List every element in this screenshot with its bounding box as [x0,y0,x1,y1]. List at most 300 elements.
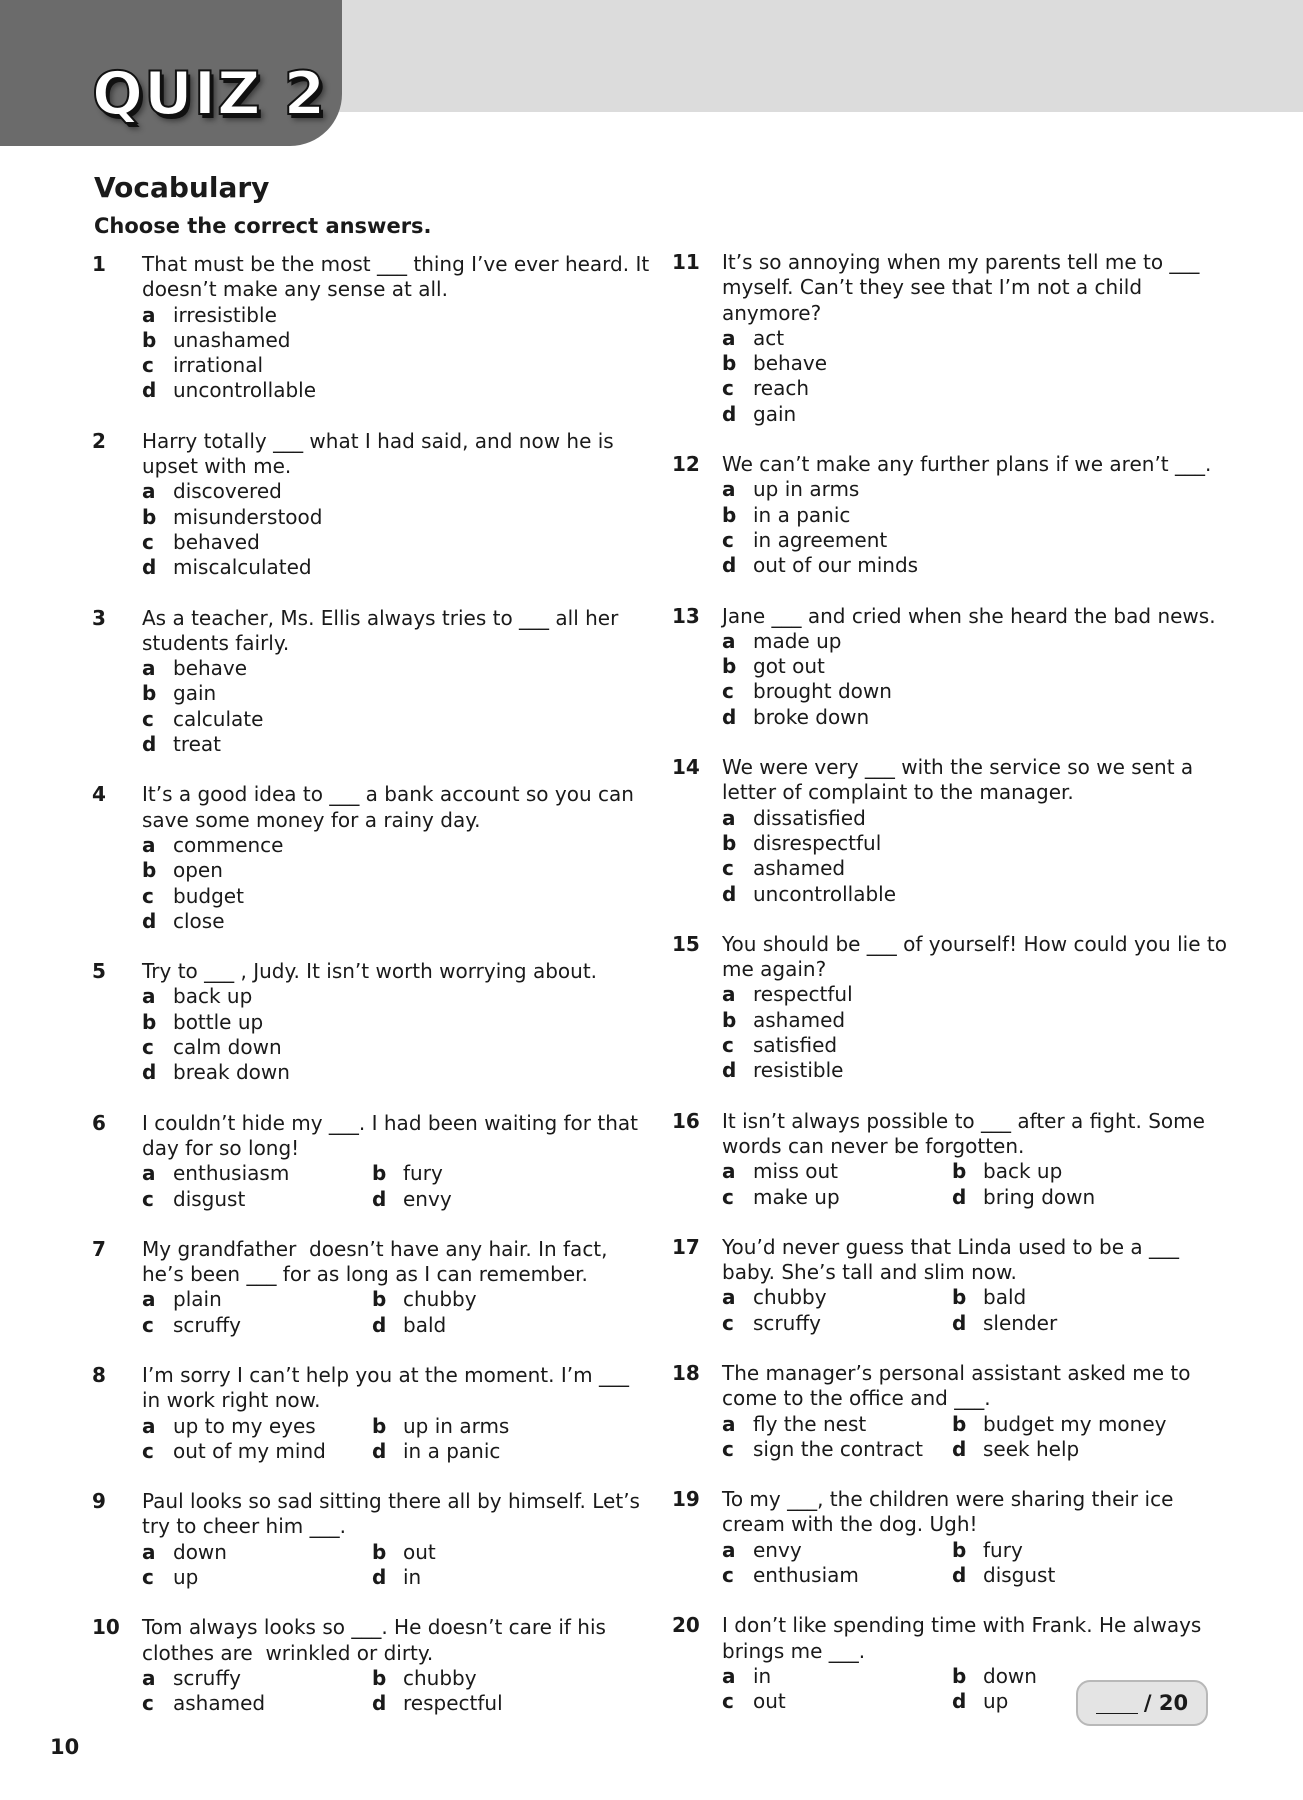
option-text: disgust [983,1563,1056,1588]
question-stem: As a teacher, Ms. Ellis always tries to ___ all her students fairly. [142,605,625,655]
answer-option[interactable] [952,1285,1182,1310]
option-letter: d [142,555,157,580]
answer-options [722,1538,1232,1589]
question-body [722,1487,1232,1588]
option-text: out [753,1689,786,1714]
option-letter: a [142,1413,156,1438]
answer-option[interactable] [142,1540,372,1565]
question-item [92,1615,652,1716]
option-text: bottle up [173,1009,264,1034]
option-letter: d [142,378,157,403]
question-number: 9 [92,1489,106,1514]
option-letter: d [722,553,737,578]
option-letter: a [722,1411,736,1436]
question-body [722,1109,1232,1210]
option-text: disgust [173,1186,246,1211]
option-text: up in arms [403,1413,510,1438]
option-letter: a [722,1537,736,1562]
answer-option[interactable] [372,1414,602,1439]
option-letter: c [722,856,734,881]
answer-option[interactable] [142,1565,372,1590]
answer-option[interactable] [722,553,1232,578]
answer-option[interactable] [722,326,1232,351]
option-text: scruffy [173,1312,241,1337]
answer-option[interactable] [142,1060,652,1085]
option-text: enthusiasm [173,1161,290,1186]
option-text: bald [983,1285,1027,1310]
answer-option[interactable] [722,705,1232,730]
answer-option[interactable] [722,1058,1232,1083]
answer-option[interactable] [372,1666,602,1691]
option-letter: b [952,1411,967,1436]
option-letter: a [142,832,156,857]
option-letter: c [142,353,154,378]
question-stem: It isn’t always possible to ___ after a fight. Some words can never be forgotten. [722,1108,1212,1158]
option-letter: b [952,1159,967,1184]
option-letter: a [142,984,156,1009]
option-text: gain [753,401,797,426]
option-letter: a [142,302,156,327]
questions-column-left [92,252,656,1742]
answer-option[interactable] [722,1689,952,1714]
option-text: broke down [753,704,870,729]
option-letter: d [142,1060,157,1085]
option-text: out of our minds [753,553,919,578]
option-text: down [983,1663,1037,1688]
option-text: open [173,858,223,883]
answer-option[interactable] [722,856,1232,881]
answer-option[interactable] [372,1187,602,1212]
option-letter: a [142,1287,156,1312]
answer-option[interactable] [142,1010,652,1035]
option-letter: a [722,1663,736,1688]
question-stem: To my ___, the children were sharing their ice cream with the dog. Ugh! [722,1487,1180,1537]
answer-options [722,982,1232,1083]
option-letter: a [722,325,736,350]
answer-option[interactable] [722,351,1232,376]
option-text: misunderstood [173,504,323,529]
option-text: behave [173,656,248,681]
option-text: reach [753,376,810,401]
answer-options [722,806,1232,907]
option-letter: d [372,1565,387,1590]
answer-option[interactable] [142,1666,372,1691]
option-text: discovered [173,479,282,504]
answer-option[interactable] [952,1412,1182,1437]
question-item [672,1361,1232,1462]
question-number: 11 [672,250,700,274]
answer-option[interactable] [142,303,652,328]
question-item [92,252,656,404]
question-item [672,452,1232,578]
answer-option[interactable] [142,833,652,858]
question-item [92,782,652,934]
question-body [142,959,652,1085]
answer-option[interactable] [142,858,652,883]
option-text: up [173,1565,199,1590]
answer-options [722,1285,1232,1336]
option-text: fury [403,1161,443,1186]
answer-option[interactable] [142,707,652,732]
question-stem: You’d never guess that Linda used to be a ___ baby. She’s tall and slim now. [722,1234,1186,1285]
question-item [672,1109,1232,1210]
option-letter: b [722,502,737,527]
answer-options [142,984,652,1085]
answer-option[interactable] [952,1159,1182,1184]
question-body [722,452,1232,578]
question-stem: It’s so annoying when my parents tell me to ___ myself. Can’t they see that I’m not a child anymore? [722,250,1206,325]
option-text: back up [173,984,253,1009]
answer-option[interactable] [722,528,1232,553]
question-stem: We can’t make any further plans if we aren’t ___. [722,452,1212,477]
answer-options [142,479,652,580]
option-text: dissatisfied [753,805,866,830]
answer-option[interactable] [722,1563,952,1588]
answer-option[interactable] [722,1538,952,1563]
option-text: in [753,1663,772,1688]
answer-option[interactable] [142,984,652,1009]
question-item [672,250,1232,427]
option-letter: c [142,706,154,731]
answer-option[interactable] [372,1313,602,1338]
answer-options [722,1159,1232,1210]
option-letter: b [142,681,157,706]
answer-option[interactable] [142,1287,372,1312]
answer-option[interactable] [372,1565,602,1590]
answer-option[interactable] [142,681,652,706]
question-number: 15 [672,931,700,956]
option-text: ashamed [753,1007,846,1032]
question-body [722,1235,1232,1336]
question-number: 13 [672,603,700,628]
question-item [92,606,652,758]
option-letter: d [952,1563,967,1588]
answer-option[interactable] [722,1437,952,1462]
question-body [722,1361,1232,1462]
option-letter: b [722,830,737,855]
option-text: behaved [173,529,260,554]
option-text: slender [983,1310,1058,1335]
option-letter: c [722,1563,734,1588]
question-number: 12 [672,452,700,477]
option-letter: c [142,1186,154,1211]
question-stem: The manager’s personal assistant asked me to come to the office and ___. [722,1360,1197,1411]
answer-option[interactable] [952,1563,1182,1588]
option-text: make up [753,1184,840,1209]
option-letter: c [142,1438,154,1463]
answer-option[interactable] [722,831,1232,856]
option-text: gain [173,681,217,706]
option-letter: b [722,654,737,679]
option-text: down [173,1539,227,1564]
answer-option[interactable] [722,1311,952,1336]
option-text: scruffy [753,1310,821,1335]
option-text: ashamed [753,856,846,881]
option-letter: c [722,1310,734,1335]
option-letter: d [372,1438,387,1463]
option-letter: d [722,704,737,729]
question-stem: Tom always looks so ___. He doesn’t care if his clothes are wrinkled or dirty. [142,1615,613,1665]
question-number: 1 [92,252,106,276]
option-text: miscalculated [173,555,312,580]
option-letter: d [952,1310,967,1335]
answer-option[interactable] [142,909,652,934]
answer-options [722,477,1232,578]
answer-option[interactable] [142,1313,372,1338]
question-body [142,1363,652,1464]
option-text: up [983,1689,1009,1714]
answer-option[interactable] [722,1008,1232,1033]
answer-option[interactable] [722,1033,1232,1058]
answer-option[interactable] [722,1185,952,1210]
option-letter: b [142,1009,157,1034]
section-title: Vocabulary [94,171,270,204]
question-number: 8 [92,1362,106,1387]
answer-option[interactable] [722,1159,952,1184]
question-number: 2 [92,428,106,453]
option-letter: b [952,1537,967,1562]
option-text: budget [173,883,244,908]
answer-options [722,1412,1232,1463]
option-text: plain [173,1287,222,1312]
option-letter: a [722,477,736,502]
option-text: act [753,325,785,350]
question-item [92,1489,652,1590]
option-letter: a [722,1285,736,1310]
option-text: chubby [403,1665,477,1690]
answer-option[interactable] [722,882,1232,907]
question-stem: Try to ___ , Judy. It isn’t worth worrying about. [142,959,598,984]
option-letter: b [372,1665,387,1690]
question-item [672,1235,1232,1336]
option-text: irresistible [173,302,277,327]
option-text: miss out [753,1159,838,1184]
option-letter: b [722,351,737,376]
answer-option[interactable] [142,530,652,555]
question-number: 3 [92,605,106,630]
question-stem: We were very ___ with the service so we sent a letter of complaint to the manager. [722,755,1200,805]
option-letter: c [722,679,734,704]
answer-option[interactable] [142,479,652,504]
option-text: calm down [173,1035,282,1060]
question-stem: I’m sorry I can’t help you at the moment. I’m ___ in work right now. [142,1362,636,1413]
option-text: disrespectful [753,830,882,855]
option-text: bring down [983,1184,1096,1209]
answer-option[interactable] [142,1414,372,1439]
question-item [672,932,1232,1084]
option-text: made up [753,628,842,653]
question-stem: Paul looks so sad sitting there all by himself. Let’s try to cheer him ___. [142,1489,647,1539]
answer-option[interactable] [952,1437,1182,1462]
question-body [142,606,652,758]
question-stem: Jane ___ and cried when she heard the bad news. [722,603,1216,628]
option-text: back up [983,1159,1063,1184]
question-number: 10 [92,1615,120,1640]
question-stem: Harry totally ___ what I had said, and now he is upset with me. [142,428,621,479]
option-text: out of my mind [173,1438,326,1463]
answer-option[interactable] [722,1412,952,1437]
answer-option[interactable] [142,378,652,403]
question-item [672,755,1232,907]
answer-option[interactable] [142,732,652,757]
answer-option[interactable] [722,982,1232,1007]
answer-option[interactable] [722,654,1232,679]
answer-option[interactable] [952,1185,1182,1210]
option-text: uncontrollable [173,378,317,403]
answer-options [142,656,652,757]
question-number: 17 [672,1234,700,1259]
option-letter: b [142,327,157,352]
option-text: got out [753,654,825,679]
option-letter: a [722,982,736,1007]
answer-option[interactable] [142,656,652,681]
option-text: treat [173,732,222,757]
option-letter: d [372,1312,387,1337]
option-text: out [403,1539,436,1564]
answer-option[interactable] [372,1287,602,1312]
option-letter: c [142,1035,154,1060]
option-letter: a [722,628,736,653]
option-text: in a panic [403,1438,501,1463]
answer-option[interactable] [722,679,1232,704]
answer-option[interactable] [142,1187,372,1212]
score-box [1076,1680,1208,1726]
answer-options [142,1161,652,1212]
question-stem: It’s a good idea to ___ a bank account so you can save some money for a rainy day. [142,782,641,832]
answer-option[interactable] [142,1035,652,1060]
answer-option[interactable] [722,806,1232,831]
question-number: 19 [672,1487,700,1512]
answer-options [142,1287,652,1338]
option-text: ashamed [173,1691,266,1716]
option-letter: c [722,1689,734,1714]
question-item [92,959,652,1085]
question-item [92,1363,652,1464]
option-letter: c [722,1033,734,1058]
question-body [142,1489,652,1590]
option-text: brought down [753,679,892,704]
question-body [722,604,1232,730]
question-item [672,604,1232,730]
option-text: uncontrollable [753,881,897,906]
option-text: respectful [753,982,853,1007]
answer-option[interactable] [142,884,652,909]
question-body [722,250,1232,427]
option-text: chubby [753,1285,827,1310]
option-letter: b [372,1413,387,1438]
answer-option[interactable] [722,402,1232,427]
option-text: enthusiam [753,1563,859,1588]
question-number: 4 [92,782,106,807]
option-letter: d [142,908,157,933]
question-stem: I don’t like spending time with Frank. He always brings me ___. [722,1613,1208,1663]
question-number: 7 [92,1236,106,1261]
question-item [92,1237,652,1338]
option-letter: b [372,1287,387,1312]
answer-option[interactable] [142,1691,372,1716]
question-stem: I couldn’t hide my ___. I had been waiting for that day for so long! [142,1110,645,1160]
answer-option[interactable] [722,503,1232,528]
answer-options [722,629,1232,730]
answer-options [722,326,1232,427]
option-letter: d [722,881,737,906]
answer-option[interactable] [722,376,1232,401]
answer-option[interactable] [142,505,652,530]
answer-option[interactable] [722,1285,952,1310]
option-text: chubby [403,1287,477,1312]
question-item [92,1111,652,1212]
option-text: unashamed [173,327,291,352]
question-body [142,1111,652,1212]
answer-option[interactable] [142,555,652,580]
question-body [142,252,656,404]
option-text: behave [753,351,828,376]
answer-option[interactable] [142,328,652,353]
answer-option[interactable] [952,1538,1182,1563]
answer-option[interactable] [372,1161,602,1186]
question-body [142,429,652,581]
question-item [672,1487,1232,1588]
option-letter: d [142,732,157,757]
answer-option[interactable] [372,1540,602,1565]
option-letter: d [952,1689,967,1714]
option-letter: c [722,376,734,401]
question-number: 16 [672,1108,700,1133]
answer-option[interactable] [722,629,1232,654]
option-text: seek help [983,1436,1080,1461]
option-letter: b [952,1285,967,1310]
option-letter: d [952,1184,967,1209]
option-letter: b [722,1007,737,1032]
option-text: bald [403,1312,447,1337]
option-letter: c [142,883,154,908]
option-text: calculate [173,706,264,731]
option-text: in [403,1565,422,1590]
answer-option[interactable] [372,1691,602,1716]
option-letter: b [952,1663,967,1688]
option-letter: a [722,805,736,830]
question-stem: My grandfather doesn’t have any hair. In fact, he’s been ___ for as long as I can remember. [142,1236,614,1287]
option-text: up to my eyes [173,1413,316,1438]
answer-option[interactable] [142,1439,372,1464]
option-letter: d [372,1691,387,1716]
option-letter: c [142,1312,154,1337]
option-text: respectful [403,1691,503,1716]
option-letter: b [372,1539,387,1564]
question-stem: That must be the most ___ thing I’ve ever heard. It doesn’t make any sense at all. [142,252,656,302]
option-letter: a [142,656,156,681]
answer-option[interactable] [722,477,1232,502]
answer-options [142,1414,652,1465]
option-text: sign the contract [753,1436,923,1461]
option-letter: d [952,1436,967,1461]
score-blank[interactable] [1096,1685,1138,1714]
option-letter: c [722,527,734,552]
answer-option[interactable] [142,1161,372,1186]
answer-option[interactable] [142,353,652,378]
option-letter: b [372,1161,387,1186]
question-body [722,932,1232,1084]
question-body [142,782,652,934]
option-text: budget my money [983,1411,1167,1436]
answer-option[interactable] [722,1664,952,1689]
question-number: 5 [92,959,106,984]
option-letter: b [142,858,157,883]
option-text: scruffy [173,1665,241,1690]
answer-option[interactable] [952,1311,1182,1336]
option-letter: a [142,1665,156,1690]
answer-option[interactable] [372,1439,602,1464]
